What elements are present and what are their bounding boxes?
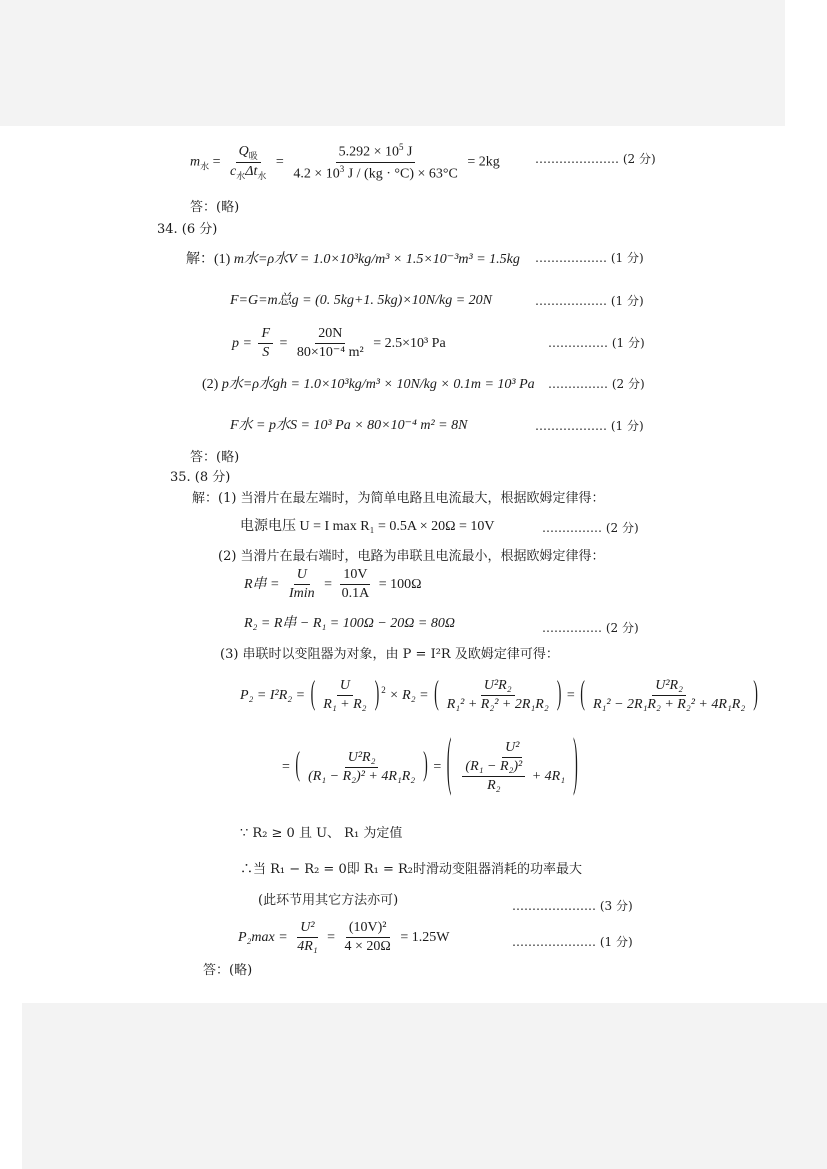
p35-step1-eq: 电源电压 U = I max R₁ = 0.5A × 20Ω = 10V: [240, 519, 495, 534]
p34-step4: (2) p水=ρ水gh = 1.0×10³kg/m³ × 10N/kg × 0.1m = 10³ Pa: [202, 377, 535, 392]
p35-note-score: ………………… (3 分): [512, 899, 633, 913]
p35-step2-eq1: R串 = $\frac{U}{Imin}$ = $\frac{10V}{0.1A}$ = 100Ω: [244, 567, 422, 602]
p35-step1-text: 解：(1) 当滑片在最左端时，为简单电路且电流最大，根据欧姆定律得：: [192, 491, 605, 506]
p34-step5-score: ……………… (1 分): [535, 419, 644, 433]
p35-step2-score: …………… (2 分): [542, 621, 639, 635]
p35-step2-eq2: R₂ = R串 − R₁ = 100Ω − 20Ω = 80Ω: [244, 616, 455, 631]
p33-score: ………………… (2 分): [535, 152, 656, 166]
p35-therefore: ∴当 R₁ − R₂ = 0即 R₁ = R₂时滑动变阻器消耗的功率最大: [240, 862, 583, 877]
p35-step3-eq2: = ( $\frac{\text{U²R₂}}{\text{(R₁ − R₂)² + 4R₁R₂}}$ ) = ( U² $\frac{\text{(R₁ − R₂)²}}{\text{R₂}}$ + 4R₁ ): [282, 731, 578, 801]
scan-margin-top-right: [785, 0, 827, 126]
p34-step3: p = $\frac{F}{S}$ = $\frac{20N}{\text{80×10⁻⁴ m²}}$ = 2.5×10³ Pa: [232, 326, 446, 361]
p34-step1: 解：(1) m水=ρ水V = 1.0×10³kg/m³ × 1.5×10⁻³m³ = 1.5kg: [186, 252, 520, 267]
p35-header: 35. (8 分): [170, 470, 231, 485]
p34-step2-score: ……………… (1 分): [535, 294, 644, 308]
p35-answer: 答：(略): [203, 963, 253, 978]
p33-answer: 答：(略): [190, 200, 240, 215]
p34-step3-score: …………… (1 分): [548, 336, 645, 350]
p35-step2-text: (2) 当滑片在最右端时，电路为串联且电流最小，根据欧姆定律得：: [218, 549, 605, 564]
p35-note: (此环节用其它方法亦可): [258, 893, 399, 908]
p33-mass-equation: $m_水$ = $\frac{Q_吸}{c_水\Delta t_水}$ = $\frac{5.292 \times 10^5 J}{4.2 \times 10^3 J / (kg \cdot ^\circ C) \times 63^\circ C}$ = 2kg: [190, 142, 500, 182]
p34-answer: 答：(略): [190, 450, 240, 465]
p35-step1-score: …………… (2 分): [542, 521, 639, 535]
p35-pmax-score: ………………… (1 分): [512, 935, 633, 949]
p34-step1-score: ……………… (1 分): [535, 251, 644, 265]
p35-step3-eq1: P₂ = I²R₂ = ( $\frac{U}{\text{R₁ + R₂}}$ ) $^2$ × R₂ = ( $\frac{\text{U²R₂}}{\text{R₁² + R₂² + 2R₁R₂}}$ ) = ( $\frac{\text{U²R₂}}{\text{R₁² − 2R₁R₂ + R₂² + 4R₁R₂}}$ ): [240, 677, 758, 714]
p34-step5: F水 = p水S = 10³ Pa × 80×10⁻⁴ m² = 8N: [230, 418, 468, 433]
p34-step4-score: …………… (2 分): [548, 377, 645, 391]
p34-step2: F=G=m总g = (0. 5kg+1. 5kg)×10N/kg = 20N: [230, 293, 492, 308]
scan-margin-top: [0, 0, 785, 126]
p35-pmax-eq: P₂max = $\frac{\text{U²}}{\text{4R₁}}$ = $\frac{\text{(10V)²}}{4 \times 20\Omega}$ = 1.25W: [238, 920, 450, 955]
p34-header: 34. (6 分): [157, 222, 218, 237]
p35-step3-text: (3) 串联时以变阻器为对象，由 P = I²R 及欧姆定律可得：: [220, 647, 559, 662]
p35-since: ∵ R₂ ≥ 0 且 U、 R₁ 为定值: [240, 826, 403, 841]
scan-margin-bottom: [22, 1003, 827, 1169]
